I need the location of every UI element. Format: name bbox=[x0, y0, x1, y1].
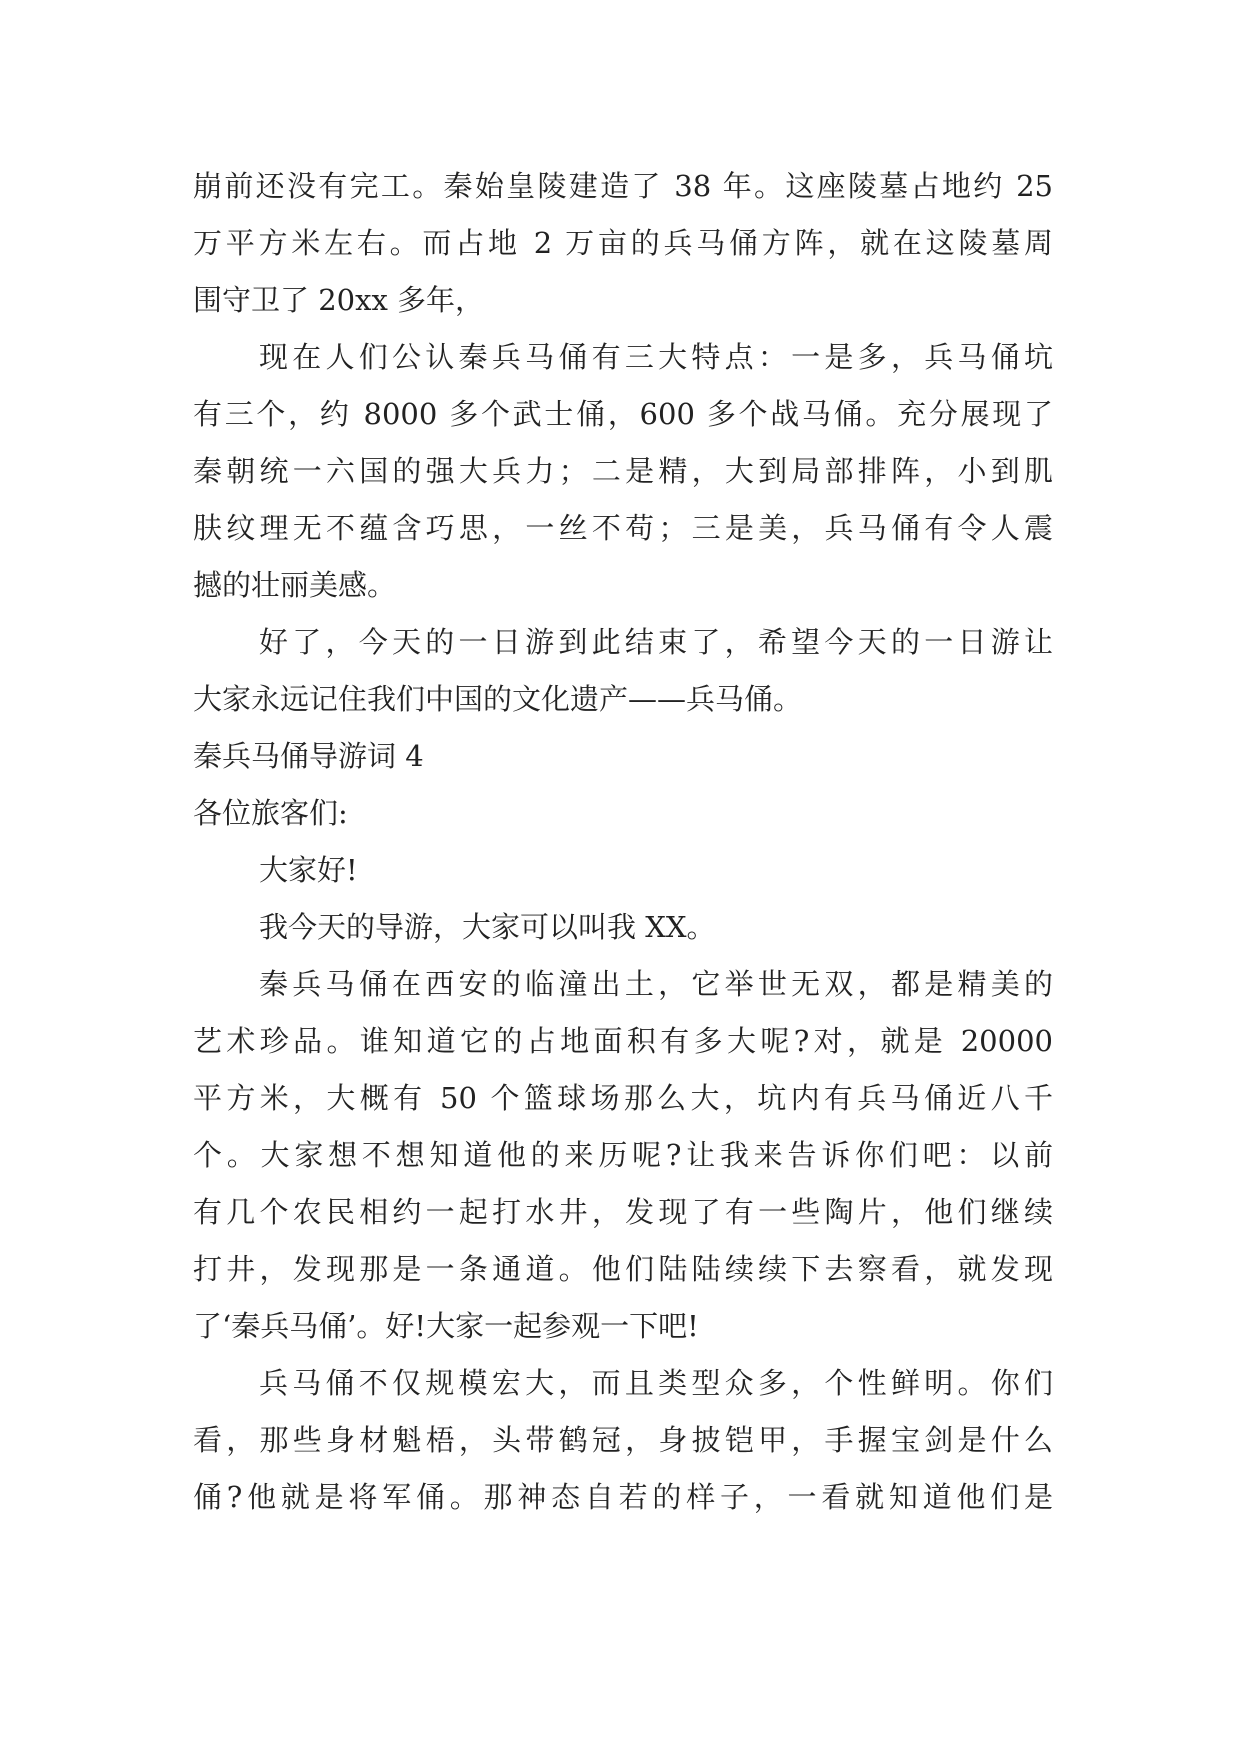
text-line: 秦朝统一六国的强大兵力；二是精，大到局部排阵，小到肌 bbox=[193, 454, 1053, 488]
text-line: 崩前还没有完工。秦始皇陵建造了 38 年。这座陵墓占地约 25 bbox=[193, 169, 1053, 203]
section-heading: 秦兵马俑导游词 4 bbox=[193, 739, 424, 773]
text-line: 艺术珍品。谁知道它的占地面积有多大呢?对，就是 20000 bbox=[193, 1024, 1053, 1058]
text-line: 大家永远记住我们中国的文化遗产——兵马俑。 bbox=[193, 682, 803, 716]
text-line: 有三个，约 8000 多个武士俑，600 多个战马俑。充分展现了 bbox=[193, 397, 1053, 431]
text-line: 肤纹理无不蕴含巧思，一丝不苟；三是美，兵马俑有令人震 bbox=[193, 511, 1053, 545]
text-line: 了‘秦兵马俑’。好!大家一起参观一下吧! bbox=[193, 1309, 699, 1343]
text-line: 俑?他就是将军俑。那神态自若的样子，一看就知道他们是 bbox=[193, 1480, 1053, 1514]
paragraph-first-line: 我今天的导游，大家可以叫我 XX。 bbox=[259, 910, 716, 944]
paragraph-first-line: 秦兵马俑在西安的临潼出土，它举世无双，都是精美的 bbox=[259, 967, 1053, 1001]
text-line: 围守卫了 20xx 多年， bbox=[193, 283, 485, 317]
paragraph-first-line: 兵马俑不仅规模宏大，而且类型众多，个性鲜明。你们 bbox=[259, 1366, 1053, 1400]
text-line: 打井，发现那是一条通道。他们陆陆续续下去察看，就发现 bbox=[193, 1252, 1053, 1286]
text-line: 万平方米左右。而占地 2 万亩的兵马俑方阵，就在这陵墓周 bbox=[193, 226, 1053, 260]
greeting: 大家好! bbox=[259, 853, 358, 887]
text-line: 平方米，大概有 50 个篮球场那么大，坑内有兵马俑近八千 bbox=[193, 1081, 1053, 1115]
document-body bbox=[193, 158, 1053, 1526]
text-line: 看，那些身材魁梧，头带鹤冠，身披铠甲，手握宝剑是什么 bbox=[193, 1423, 1053, 1457]
text-line: 个。大家想不想知道他的来历呢?让我来告诉你们吧：以前 bbox=[193, 1138, 1053, 1172]
text-line: 撼的壮丽美感。 bbox=[193, 568, 397, 602]
salutation: 各位旅客们: bbox=[193, 796, 348, 830]
paragraph-first-line: 好了，今天的一日游到此结束了，希望今天的一日游让 bbox=[259, 625, 1053, 659]
paragraph-first-line: 现在人们公认秦兵马俑有三大特点：一是多，兵马俑坑 bbox=[259, 340, 1053, 374]
text-line: 有几个农民相约一起打水井，发现了有一些陶片，他们继续 bbox=[193, 1195, 1053, 1229]
